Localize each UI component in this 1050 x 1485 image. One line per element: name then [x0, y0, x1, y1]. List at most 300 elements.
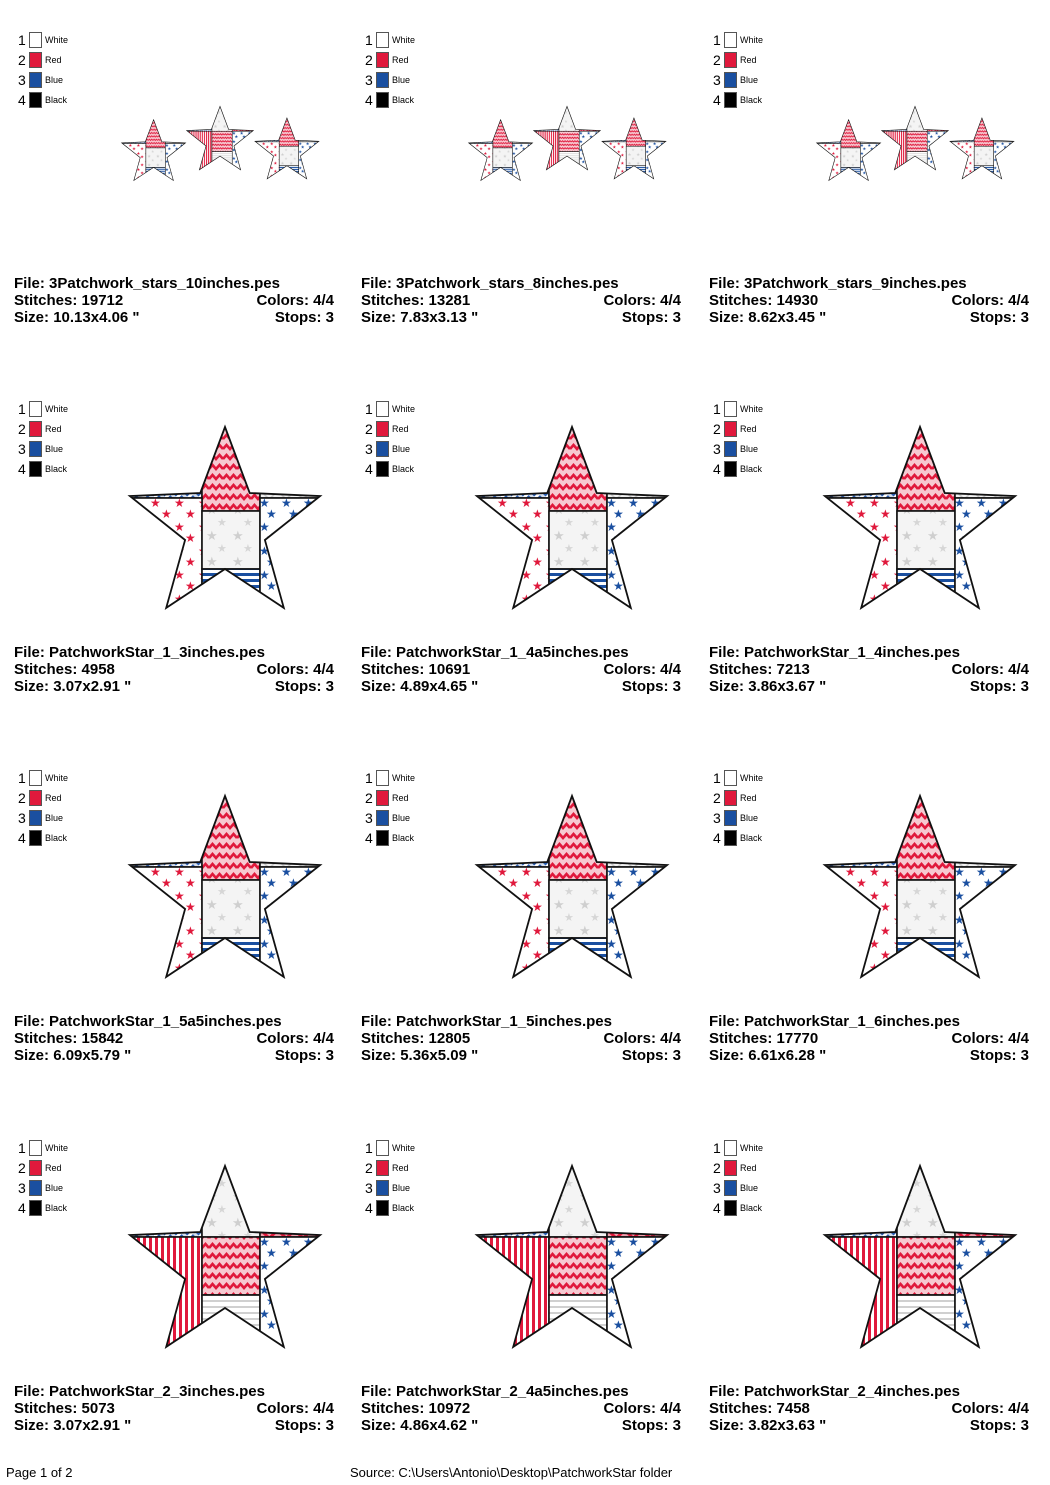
stitch-count-label: Stitches:: [709, 292, 773, 309]
small-star: [467, 118, 534, 185]
design-preview: [815, 1160, 1025, 1360]
color-swatch: [724, 770, 737, 786]
legend-item: [18, 1158, 68, 1178]
color-count-value: 4/4: [660, 1400, 681, 1417]
legend-number: 2: [365, 421, 373, 437]
page-indicator: Page 1 of 2: [6, 1465, 73, 1480]
stop-count-label: Stops:: [274, 309, 322, 326]
stitch-count-label: Stitches:: [709, 661, 773, 678]
stitch-count-label: Stitches:: [709, 1030, 773, 1047]
embroidery-star-image: [467, 790, 677, 990]
legend-item: [18, 808, 68, 828]
design-size-value: 3.82x3.63 ": [748, 1417, 827, 1434]
design-preview: [467, 105, 677, 195]
legend-item: [365, 90, 415, 110]
file-name-label: File:: [361, 275, 392, 292]
color-count: [256, 1030, 334, 1047]
legend-color-name: Blue: [45, 813, 64, 823]
legend-item: [713, 1198, 763, 1218]
legend-item: [713, 768, 763, 788]
design-size: [709, 1047, 826, 1064]
legend-item: [18, 788, 68, 808]
stitch-count-value: 7458: [776, 1400, 810, 1417]
legend-number: 3: [365, 72, 373, 88]
design-size-label: Size:: [14, 1047, 50, 1064]
stitch-count-label: Stitches:: [361, 1400, 425, 1417]
stop-count-value: 3: [1020, 1047, 1029, 1064]
legend-color-name: White: [45, 1143, 69, 1153]
embroidery-star-image: [120, 1160, 330, 1360]
stop-count-label: Stops:: [969, 309, 1017, 326]
stop-count: [622, 678, 681, 695]
legend-number: 1: [365, 770, 373, 786]
color-swatch: [376, 421, 389, 437]
embroidery-star-image: [815, 790, 1025, 990]
legend-item: [18, 50, 68, 70]
stop-count-value: 3: [325, 1047, 334, 1064]
design-info: [709, 1383, 1029, 1434]
color-swatch: [724, 1160, 737, 1176]
stop-count-value: 3: [325, 309, 334, 326]
small-star: [120, 118, 187, 185]
color-swatch: [376, 401, 389, 417]
design-size-value: 4.89x4.65 ": [400, 678, 479, 695]
file-name-value: PatchworkStar_2_4a5inches.pes: [396, 1383, 629, 1400]
legend-number: 2: [713, 421, 721, 437]
stitch-count: [709, 661, 810, 678]
design-preview: [120, 105, 330, 195]
legend-number: 3: [365, 441, 373, 457]
color-count: [256, 661, 334, 678]
legend-color-name: Red: [45, 793, 62, 803]
legend-item: [365, 419, 415, 439]
embroidery-star-image: [467, 1160, 677, 1360]
file-name-label: File:: [709, 275, 740, 292]
color-count-label: Colors:: [603, 292, 656, 309]
legend-number: 1: [365, 401, 373, 417]
legend-color-name: Black: [740, 833, 763, 843]
stitch-count-label: Stitches:: [14, 1030, 78, 1047]
legend-number: 2: [18, 790, 26, 806]
stitch-count: [14, 1400, 115, 1417]
legend-number: 3: [365, 1180, 373, 1196]
legend-color-name: Red: [740, 424, 757, 434]
legend-item: [18, 30, 68, 50]
file-name-label: File:: [14, 275, 45, 292]
stitch-count: [361, 1400, 470, 1417]
legend-item: [713, 30, 763, 50]
legend-color-name: White: [392, 404, 416, 414]
embroidery-star-image: [815, 1160, 1025, 1360]
design-info: [361, 644, 681, 695]
small-star: [532, 105, 602, 175]
embroidery-star-image: [120, 790, 330, 990]
color-count: [603, 1400, 681, 1417]
legend-item: [365, 1158, 415, 1178]
legend-number: 2: [713, 1160, 721, 1176]
legend-item: [713, 90, 763, 110]
design-card: [0, 369, 340, 729]
file-name: [361, 644, 629, 661]
legend-number: 3: [713, 810, 721, 826]
legend-item: [18, 90, 68, 110]
design-preview: [467, 1160, 677, 1360]
stop-count-value: 3: [672, 678, 681, 695]
stop-count-label: Stops:: [621, 678, 669, 695]
design-preview: [815, 105, 1025, 195]
legend-number: 3: [18, 1180, 26, 1196]
stitch-count-label: Stitches:: [14, 1400, 78, 1417]
legend-item: [18, 439, 68, 459]
design-card: [0, 0, 340, 360]
design-size-value: 7.83x3.13 ": [400, 309, 479, 326]
design-size-value: 10.13x4.06 ": [53, 309, 140, 326]
legend-number: 1: [713, 770, 721, 786]
legend-number: 1: [713, 401, 721, 417]
stop-count: [622, 309, 681, 326]
color-count-label: Colors:: [603, 661, 656, 678]
color-swatch: [29, 810, 42, 826]
color-legend: [713, 399, 763, 479]
design-preview: [467, 790, 677, 990]
stitch-count: [14, 292, 123, 309]
legend-number: 2: [365, 790, 373, 806]
design-size-label: Size:: [709, 678, 745, 695]
legend-item: [18, 399, 68, 419]
color-swatch: [376, 52, 389, 68]
color-count: [603, 292, 681, 309]
file-name-label: File:: [14, 644, 45, 661]
legend-item: [365, 828, 415, 848]
legend-number: 4: [18, 1200, 26, 1216]
stitch-count-label: Stitches:: [361, 1030, 425, 1047]
legend-item: [713, 1178, 763, 1198]
color-count-label: Colors:: [256, 1400, 309, 1417]
color-swatch: [29, 770, 42, 786]
color-count-label: Colors:: [951, 1400, 1004, 1417]
stitch-count-value: 4958: [81, 661, 115, 678]
color-swatch: [29, 1160, 42, 1176]
legend-color-name: White: [740, 404, 764, 414]
color-swatch: [724, 1140, 737, 1156]
design-card: [695, 369, 1035, 729]
file-name-value: 3Patchwork_stars_9inches.pes: [744, 275, 967, 292]
file-name: [14, 644, 265, 661]
stitch-count: [14, 1030, 123, 1047]
small-star: [185, 105, 255, 175]
stop-count-value: 3: [325, 1417, 334, 1434]
file-name-label: File:: [14, 1013, 45, 1030]
file-name-value: 3Patchwork_stars_8inches.pes: [396, 275, 619, 292]
design-size-value: 5.36x5.09 ": [400, 1047, 479, 1064]
legend-number: 4: [713, 830, 721, 846]
legend-item: [365, 788, 415, 808]
design-size-value: 3.07x2.91 ": [53, 678, 132, 695]
legend-color-name: Red: [392, 55, 409, 65]
legend-item: [365, 50, 415, 70]
legend-item: [365, 1178, 415, 1198]
file-name-label: File:: [709, 1383, 740, 1400]
legend-number: 1: [18, 1140, 26, 1156]
design-size-label: Size:: [709, 1047, 745, 1064]
file-name-label: File:: [361, 1013, 392, 1030]
legend-color-name: Red: [740, 1163, 757, 1173]
legend-color-name: Black: [45, 1203, 68, 1213]
color-swatch: [29, 1180, 42, 1196]
color-count: [603, 661, 681, 678]
color-swatch: [29, 32, 42, 48]
legend-color-name: Black: [392, 95, 415, 105]
legend-color-name: Blue: [45, 1183, 64, 1193]
design-preview: [120, 1160, 330, 1360]
color-count-label: Colors:: [256, 661, 309, 678]
stitch-count-value: 5073: [81, 1400, 115, 1417]
file-name: [709, 1383, 960, 1400]
legend-item: [365, 459, 415, 479]
legend-color-name: Red: [740, 55, 757, 65]
design-size-label: Size:: [361, 1417, 397, 1434]
stop-count: [275, 1047, 334, 1064]
legend-color-name: Red: [45, 1163, 62, 1173]
color-swatch: [724, 72, 737, 88]
color-swatch: [376, 1140, 389, 1156]
embroidery-star-image: [815, 421, 1025, 621]
legend-number: 2: [713, 52, 721, 68]
legend-item: [365, 808, 415, 828]
color-swatch: [376, 72, 389, 88]
design-size: [361, 678, 478, 695]
color-swatch: [376, 1160, 389, 1176]
design-size-label: Size:: [14, 678, 50, 695]
legend-item: [365, 768, 415, 788]
design-info: [709, 644, 1029, 695]
design-preview: [815, 421, 1025, 621]
design-size: [14, 1047, 131, 1064]
color-swatch: [724, 52, 737, 68]
file-name-value: PatchworkStar_1_4a5inches.pes: [396, 644, 629, 661]
stop-count-label: Stops:: [274, 1417, 322, 1434]
legend-number: 1: [18, 770, 26, 786]
legend-color-name: Red: [392, 793, 409, 803]
color-swatch: [29, 830, 42, 846]
legend-number: 2: [18, 1160, 26, 1176]
small-star: [948, 117, 1015, 184]
color-legend: [18, 768, 68, 848]
design-size-label: Size:: [709, 1417, 745, 1434]
legend-number: 2: [18, 52, 26, 68]
color-count: [951, 661, 1029, 678]
design-info: [361, 1013, 681, 1064]
legend-number: 4: [713, 92, 721, 108]
file-name-label: File:: [361, 644, 392, 661]
legend-item: [365, 1198, 415, 1218]
legend-color-name: Black: [45, 95, 68, 105]
file-name-label: File:: [709, 1013, 740, 1030]
color-swatch: [29, 421, 42, 437]
file-name: [709, 275, 967, 292]
legend-number: 3: [365, 810, 373, 826]
color-swatch: [29, 72, 42, 88]
stitch-count-value: 10972: [428, 1400, 471, 1417]
legend-item: [713, 459, 763, 479]
legend-color-name: Black: [392, 464, 415, 474]
color-legend: [365, 768, 415, 848]
legend-number: 1: [365, 1140, 373, 1156]
color-swatch: [724, 1200, 737, 1216]
legend-color-name: White: [392, 1143, 416, 1153]
legend-item: [713, 788, 763, 808]
stop-count-label: Stops:: [969, 1417, 1017, 1434]
file-name-label: File:: [361, 1383, 392, 1400]
color-count-value: 4/4: [1008, 1400, 1029, 1417]
stitch-count-label: Stitches:: [14, 661, 78, 678]
color-legend: [365, 30, 415, 110]
stitch-count-value: 17770: [776, 1030, 819, 1047]
stitch-count: [361, 1030, 470, 1047]
stop-count-label: Stops:: [621, 1047, 669, 1064]
design-info: [709, 275, 1029, 326]
stitch-count: [709, 1030, 818, 1047]
legend-color-name: Black: [45, 464, 68, 474]
stop-count-label: Stops:: [274, 1047, 322, 1064]
legend-number: 4: [18, 92, 26, 108]
legend-color-name: Black: [392, 1203, 415, 1213]
color-count: [951, 292, 1029, 309]
design-card: [347, 1108, 687, 1468]
legend-item: [365, 70, 415, 90]
color-swatch: [376, 770, 389, 786]
legend-color-name: Red: [392, 1163, 409, 1173]
legend-number: 1: [18, 32, 26, 48]
legend-item: [713, 808, 763, 828]
color-swatch: [29, 92, 42, 108]
legend-number: 4: [18, 461, 26, 477]
design-info: [14, 275, 334, 326]
legend-number: 4: [18, 830, 26, 846]
stitch-count: [709, 292, 818, 309]
color-swatch: [29, 52, 42, 68]
legend-color-name: Black: [740, 464, 763, 474]
legend-color-name: Blue: [392, 444, 411, 454]
stop-count-value: 3: [672, 1047, 681, 1064]
color-swatch: [724, 421, 737, 437]
design-size: [709, 1417, 826, 1434]
color-count-value: 4/4: [313, 1030, 334, 1047]
legend-number: 1: [365, 32, 373, 48]
small-star: [600, 117, 667, 184]
design-info: [14, 644, 334, 695]
design-size-value: 8.62x3.45 ": [748, 309, 827, 326]
file-name-value: PatchworkStar_2_3inches.pes: [49, 1383, 265, 1400]
stitch-count: [709, 1400, 810, 1417]
stitch-count-label: Stitches:: [709, 1400, 773, 1417]
color-swatch: [724, 92, 737, 108]
stop-count: [970, 678, 1029, 695]
legend-color-name: Blue: [740, 75, 759, 85]
color-legend: [18, 399, 68, 479]
legend-color-name: Blue: [392, 813, 411, 823]
color-swatch: [376, 810, 389, 826]
legend-number: 1: [713, 32, 721, 48]
legend-color-name: Blue: [45, 444, 64, 454]
design-card: [0, 1108, 340, 1468]
color-legend: [713, 1138, 763, 1218]
legend-color-name: Blue: [740, 1183, 759, 1193]
design-size: [361, 1047, 478, 1064]
legend-item: [365, 439, 415, 459]
legend-color-name: Red: [45, 55, 62, 65]
source-path: Source: C:\Users\Antonio\Desktop\PatchworkStar folder: [350, 1465, 673, 1480]
legend-number: 4: [365, 461, 373, 477]
design-size-label: Size:: [709, 309, 745, 326]
legend-color-name: White: [45, 404, 69, 414]
color-count-label: Colors:: [603, 1400, 656, 1417]
small-star: [815, 118, 882, 185]
legend-item: [18, 1138, 68, 1158]
design-size-value: 4.86x4.62 ": [400, 1417, 479, 1434]
stop-count-label: Stops:: [969, 1047, 1017, 1064]
legend-color-name: Black: [740, 95, 763, 105]
stop-count-value: 3: [1020, 1417, 1029, 1434]
legend-item: [18, 1198, 68, 1218]
stitch-count-value: 7213: [776, 661, 810, 678]
color-count-value: 4/4: [313, 292, 334, 309]
color-legend: [18, 1138, 68, 1218]
file-name-value: 3Patchwork_stars_10inches.pes: [49, 275, 280, 292]
color-legend: [365, 399, 415, 479]
stitch-count-label: Stitches:: [361, 661, 425, 678]
file-name-value: PatchworkStar_1_4inches.pes: [744, 644, 960, 661]
color-count-value: 4/4: [660, 1030, 681, 1047]
small-star: [253, 117, 320, 184]
design-size-value: 3.07x2.91 ": [53, 1417, 132, 1434]
color-count: [951, 1400, 1029, 1417]
file-name-value: PatchworkStar_1_6inches.pes: [744, 1013, 960, 1030]
legend-color-name: White: [392, 35, 416, 45]
legend-item: [18, 828, 68, 848]
color-swatch: [724, 441, 737, 457]
color-swatch: [376, 441, 389, 457]
file-name-value: PatchworkStar_2_4inches.pes: [744, 1383, 960, 1400]
embroidery-star-image: [120, 105, 330, 195]
embroidery-star-image: [467, 421, 677, 621]
color-swatch: [29, 401, 42, 417]
stop-count-label: Stops:: [621, 309, 669, 326]
stop-count-value: 3: [1020, 678, 1029, 695]
stop-count: [275, 678, 334, 695]
color-swatch: [29, 461, 42, 477]
file-name: [361, 1383, 629, 1400]
color-swatch: [724, 32, 737, 48]
stitch-count-value: 12805: [428, 1030, 471, 1047]
design-card: [695, 1108, 1035, 1468]
legend-color-name: Red: [45, 424, 62, 434]
stop-count-value: 3: [1020, 309, 1029, 326]
legend-item: [713, 50, 763, 70]
design-info: [14, 1013, 334, 1064]
legend-number: 3: [713, 1180, 721, 1196]
color-count-label: Colors:: [951, 1030, 1004, 1047]
stop-count: [622, 1417, 681, 1434]
legend-color-name: White: [392, 773, 416, 783]
color-count-label: Colors:: [256, 292, 309, 309]
stop-count-value: 3: [672, 1417, 681, 1434]
design-size-label: Size:: [361, 1047, 397, 1064]
color-swatch: [724, 790, 737, 806]
legend-color-name: White: [740, 35, 764, 45]
color-swatch: [376, 1200, 389, 1216]
color-count-label: Colors:: [951, 661, 1004, 678]
